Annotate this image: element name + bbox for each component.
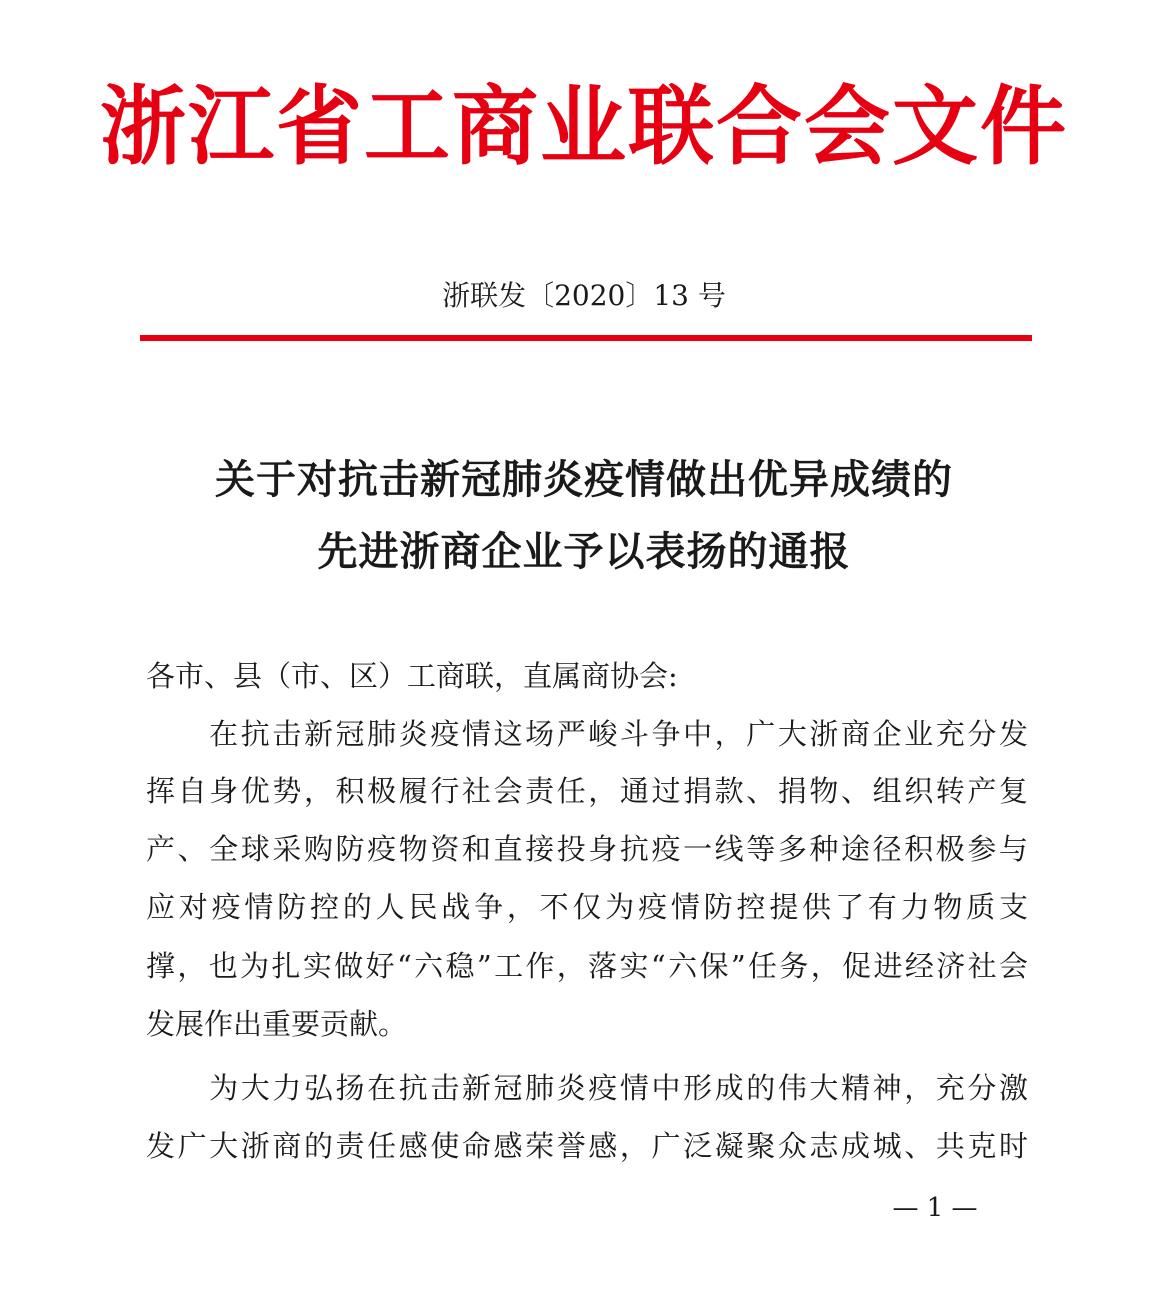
notice-title-line-2: 先进浙商企业予以表扬的通报	[317, 528, 851, 575]
page-number: — 1 —	[892, 1193, 978, 1223]
document-number: 浙联发〔2020〕13 号	[442, 279, 726, 312]
body-line-4: 应对疫情防控的人民战争，不仅为疫情防控提供了有力物质支	[146, 890, 1028, 924]
body-line-5: 撑，也为扎实做好“六稳”工作，落实“六保”任务，促进经济社会	[146, 949, 1028, 983]
body-line-1: 在抗击新冠肺炎疫情这场严峻斗争中，广大浙商企业充分发	[146, 717, 1028, 751]
header-red-rule	[140, 335, 1032, 341]
body-line-7: 为大力弘扬在抗击新冠肺炎疫情中形成的伟大精神，充分激	[146, 1071, 1028, 1105]
body-line-3: 产、全球采购防疫物资和直接投身抗疫一线等多种途径积极参与	[146, 832, 1028, 866]
body-line-2: 挥自身优势，积极履行社会责任，通过捐款、捐物、组织转产复	[146, 774, 1028, 808]
body-line-6: 发展作出重要贡献。	[146, 1007, 408, 1041]
notice-title-line-1: 关于对抗击新冠肺炎疫情做出优异成绩的	[215, 456, 953, 503]
salutation: 各市、县（市、区）工商联，直属商协会:	[146, 659, 678, 693]
body-line-8: 发广大浙商的责任感使命感荣誉感，广泛凝聚众志成城、共克时	[146, 1129, 1028, 1163]
document-header-title: 浙江省工商业联合会文件	[100, 76, 1068, 177]
